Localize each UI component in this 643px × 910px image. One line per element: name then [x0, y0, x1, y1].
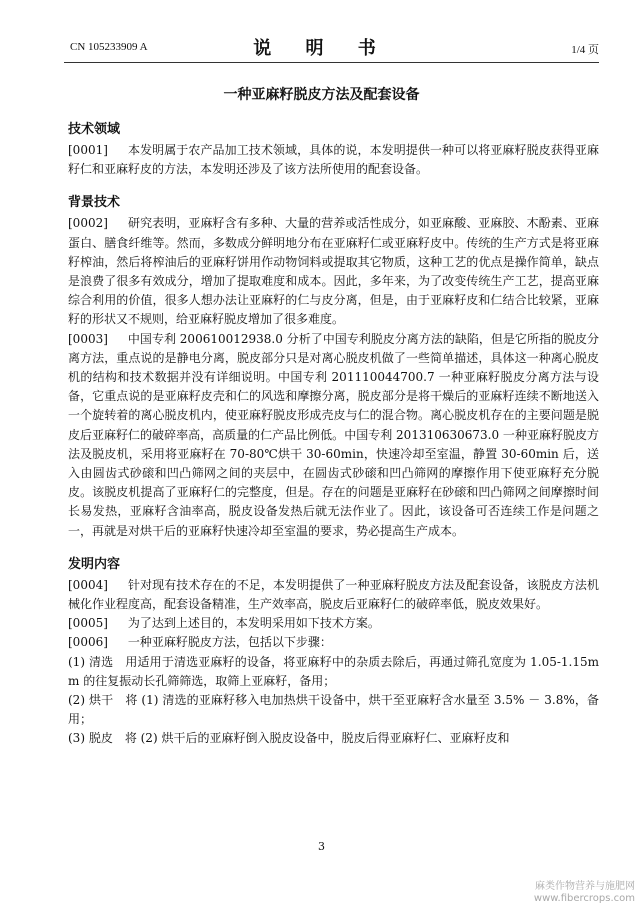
paragraph-0003 [68, 330, 599, 541]
paragraph-number: [0004] [68, 577, 108, 592]
paragraph-number: [0001] [68, 143, 108, 157]
watermark-line-2: www.fibercrops.com [533, 893, 635, 904]
paragraph-text: 中国专利 200610012938.0 分析了中国专利脱皮分离方法的缺陷，但是它所指的脱皮分离方法，重点说的是静电分离，脱皮部分只是对离心脱皮机做了一些简单描述，具体这一种离心脱皮机的结构和技术数据并没有详细说明。中国专利 201110044700.7 一种亚麻籽脱皮分离方法与设备，它重点说的是亚麻籽皮壳和仁的风选和摩擦分离，脱皮部分是将干燥后的亚麻籽连续不断地送入一个旋转着的离心脱皮机内，使亚麻籽脱皮形成壳皮与仁的混合物。离心脱皮机存在的主要问题是脱皮后亚麻籽仁的破碎率高，高质量的仁产品比例低。中国专利 201310630673.0 一种亚麻籽脱皮方法及脱皮机，采用将亚麻籽在 70-80℃烘干 30-60min，快速冷却至室温，静置 30-60min 后，送入由圆齿式砂磙和凹凸筛网之间的夹层中，在圆齿式砂磙和凹凸筛网的摩擦作用下使亚麻籽充分脱皮。该脱皮机提高了亚麻籽仁的完整度，但是。存在的问题是亚麻籽在砂磙和凹凸筛网之间摩擦时间长易发热，亚麻籽含油率高，脱皮设备发热后就无法作业了。因此，该设备可否连续工作是问题之一，再就是对烘干后的亚麻籽快速冷却至室温的要求，势必提高生产成本。 [68, 331, 599, 538]
paragraph-0005 [68, 614, 599, 633]
watermark-line-1: 麻类作物营养与施肥网 [535, 881, 635, 892]
document-body [68, 116, 599, 749]
step-drying: (2) 烘干 将 (1) 清选的亚麻籽移入电加热烘干设备中，烘干至亚麻籽含水量至 3.5% － 3.8%，备用； [68, 693, 599, 727]
paragraph-number: [0002] [68, 216, 108, 231]
step-dehulling: (3) 脱皮 将 (2) 烘干后的亚麻籽倒入脱皮设备中，脱皮后得亚麻籽仁、亚麻籽皮和 [68, 731, 510, 746]
paragraph-text: 研究表明，亚麻籽含有多种、大量的营养或活性成分，如亚麻酸、亚麻胶、木酚素、亚麻蛋白、膳食纤维等。然而，多数成分鲜明地分布在亚麻籽仁或亚麻籽皮中。传统的生产方式是将亚麻籽榨油，然后将榨油后的亚麻籽饼用作动物饲料或提取其它物质，这种工艺的优点是操作简单，缺点是浪费了很多有效成分，增加了提取难度和成本。因此，多年来，为了改变传统生产工艺，提高亚麻综合利用的价值，很多人想办法让亚麻籽的仁与皮分离，但是，由于亚麻籽皮和仁结合比较紧，亚麻籽的形状又不规则，给亚麻籽脱皮增加了很多难度。 [68, 216, 599, 327]
paragraph-text: 针对现有技术存在的不足，本发明提供了一种亚麻籽脱皮方法及配套设备，该脱皮方法机械化作业程度高，配套设备精准，生产效率高，脱皮后亚麻籽仁的破碎率低，脱皮效果好。 [68, 577, 599, 612]
paragraph-text: 一种亚麻籽脱皮方法，包括以下步骤： [127, 635, 332, 650]
document-type: 说 明 书 [253, 38, 390, 59]
step-cleaning: (1) 清选 用适用于清选亚麻籽的设备，将亚麻籽中的杂质去除后，再通过筛孔宽度为 1.05-1.15mm 的往复振动长孔筛筛选，取筛上亚麻籽，备用； [68, 654, 599, 688]
paragraph-0001 [68, 141, 599, 179]
section-heading-tech-field: 技术领域 [68, 122, 121, 137]
header-divider [64, 62, 599, 63]
paragraph-0002 [68, 214, 599, 329]
patent-number: CN 105233909 A [70, 41, 148, 53]
paragraph-0004 [68, 576, 599, 614]
watermark [534, 881, 635, 905]
section-heading-background: 背景技术 [68, 195, 121, 211]
paragraph-number: [0006] [68, 635, 108, 650]
section-heading-invention: 发明内容 [68, 556, 121, 572]
paragraph-text: 为了达到上述目的，本发明采用如下技术方案。 [127, 616, 380, 631]
page-number: 3 [318, 840, 325, 853]
paragraph-number: [0003] [68, 331, 108, 346]
page-indicator: 1/4 页 [571, 44, 599, 56]
paragraph-text: 本发明属于农产品加工技术领域，具体的说，本发明提供一种可以将亚麻籽脱皮获得亚麻籽仁和亚麻籽皮的方法，本发明还涉及了该方法所使用的配套设备。 [68, 143, 599, 177]
paragraph-number: [0005] [68, 616, 108, 631]
document-title: 一种亚麻籽脱皮方法及配套设备 [223, 87, 420, 103]
paragraph-0006 [68, 633, 599, 652]
